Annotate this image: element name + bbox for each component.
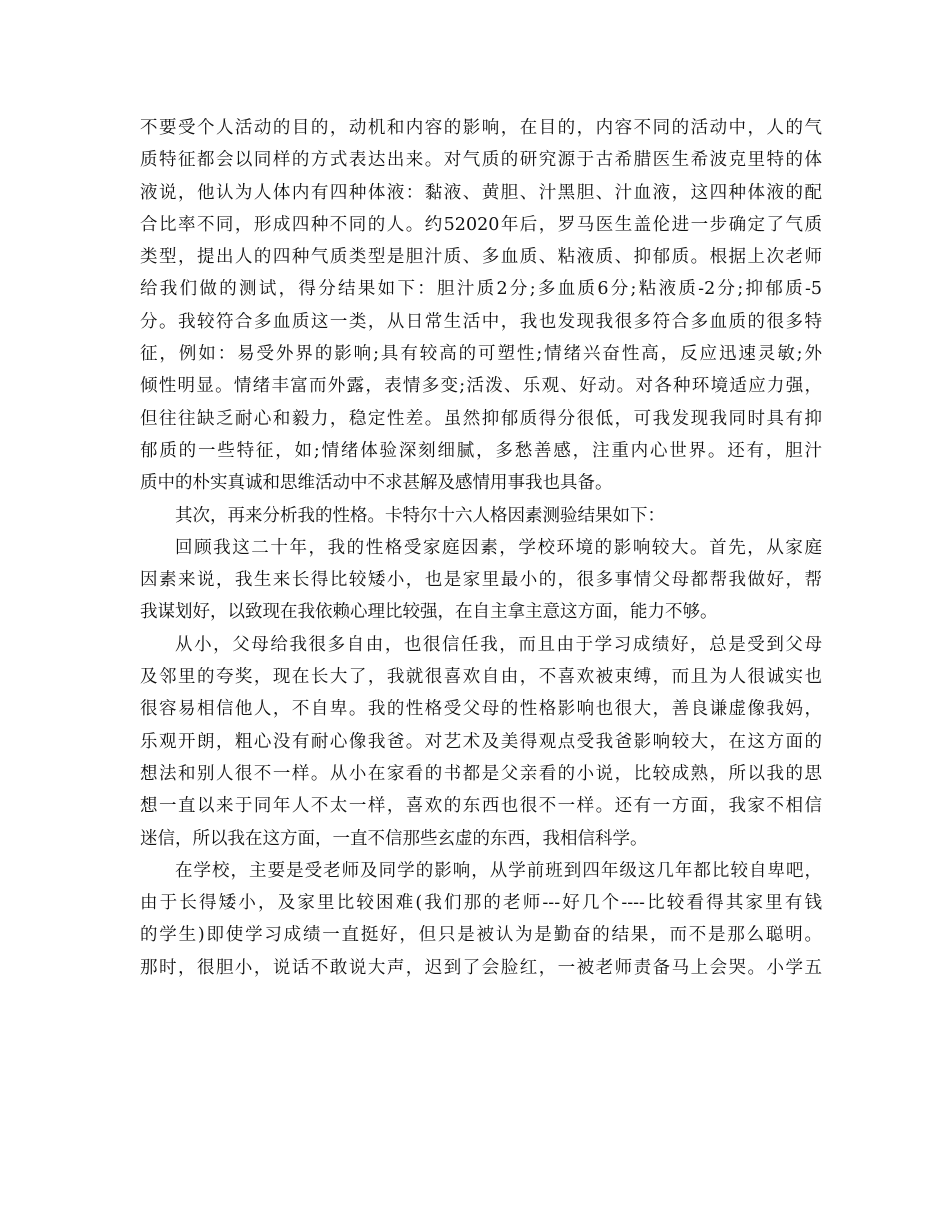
text-line: 在学校，主要是受老师及同学的影响，从学前班到四年级这几年都比较自卑吧， [175, 860, 822, 881]
text-line: 那时，很胆小，说话不敢说大声，迟到了会脸红，一被老师责备马上会哭。小学五 [140, 957, 822, 978]
text-line: 迷信，所以我在这方面，一直不信那些玄虚的东西，我相信科学。 [140, 828, 648, 849]
text-line: 很容易相信他人，不自卑。我的性格受父母的性格影响也很大，善良谦虚像我妈， [140, 699, 822, 720]
body-text [140, 112, 822, 984]
text-line: 的学生)即使学习成绩一直挺好，但只是被认为是勤奋的结果，而不是那么聪明。 [140, 925, 822, 946]
text-line: 由于长得矮小，及家里比较困难(我们那的老师---好几个----比较看得其家里有钱 [140, 893, 822, 914]
text-line: 从小，父母给我很多自由，也很信任我，而且由于学习成绩好，总是受到父母 [175, 634, 822, 655]
text-line: 回顾我这二十年，我的性格受家庭因素，学校环境的影响较大。首先，从家庭 [175, 537, 822, 558]
text-line: 合比率不同，形成四种不同的人。约52020年后，罗马医生盖伦进一步确定了气质 [140, 214, 822, 235]
text-line: 想法和别人很不一样。从小在家看的书都是父亲看的小说，比较成熟，所以我的思 [140, 763, 822, 784]
text-line: 倾性明显。情绪丰富而外露，表情多变;活泼、乐观、好动。对各种环境适应力强， [140, 376, 822, 397]
text-line: 质特征都会以同样的方式表达出来。对气质的研究源于古希腊医生希波克里特的体 [140, 150, 822, 171]
text-line: 想一直以来于同年人不太一样，喜欢的东西也很不一样。还有一方面，我家不相信 [140, 796, 822, 817]
text-line: 乐观开朗，粗心没有耐心像我爸。对艺术及美得观点受我爸影响较大，在这方面的 [140, 731, 822, 752]
text-line: 我谋划好，以致现在我依赖心理比较强，在自主拿主意这方面，能力不够。 [140, 602, 718, 623]
text-line: 郁质的一些特征，如;情绪体验深刻细腻，多愁善感，注重内心世界。还有，胆汁 [140, 440, 822, 461]
text-line: 不要受个人活动的目的，动机和内容的影响，在目的，内容不同的活动中，人的气 [140, 118, 822, 138]
text-line: 其次，再来分析我的性格。卡特尔十六人格因素测验结果如下： [175, 505, 665, 526]
text-line: 液说，他认为人体内有四种体液：黏液、黄胆、汁黑胆、汁血液，这四种体液的配 [140, 182, 822, 203]
text-line: 及邻里的夸奖，现在长大了，我就很喜欢自由，不喜欢被束缚，而且为人很诚实也 [140, 667, 822, 688]
text-line: 分。我较符合多血质这一类，从日常生活中，我也发现我很多符合多血质的很多特 [140, 311, 822, 332]
text-line: 类型，提出人的四种气质类型是胆汁质、多血质、粘液质、抑郁质。根据上次老师 [140, 247, 822, 268]
text-line: 征，例如：易受外界的影响;具有较高的可塑性;情绪兴奋性高，反应迅速灵敏;外 [140, 344, 822, 365]
text-line: 因素来说，我生来长得比较矮小，也是家里最小的，很多事情父母都帮我做好，帮 [140, 570, 822, 591]
text-line: 给我们做的测试，得分结果如下：胆汁质2分;多血质6分;粘液质-2分;抑郁质-5 [140, 279, 822, 300]
text-line: 质中的朴实真诚和思维活动中不求甚解及感情用事我也具备。 [140, 473, 613, 494]
text-line: 但往往缺乏耐心和毅力，稳定性差。虽然抑郁质得分很低，可我发现我同时具有抑 [140, 408, 822, 429]
